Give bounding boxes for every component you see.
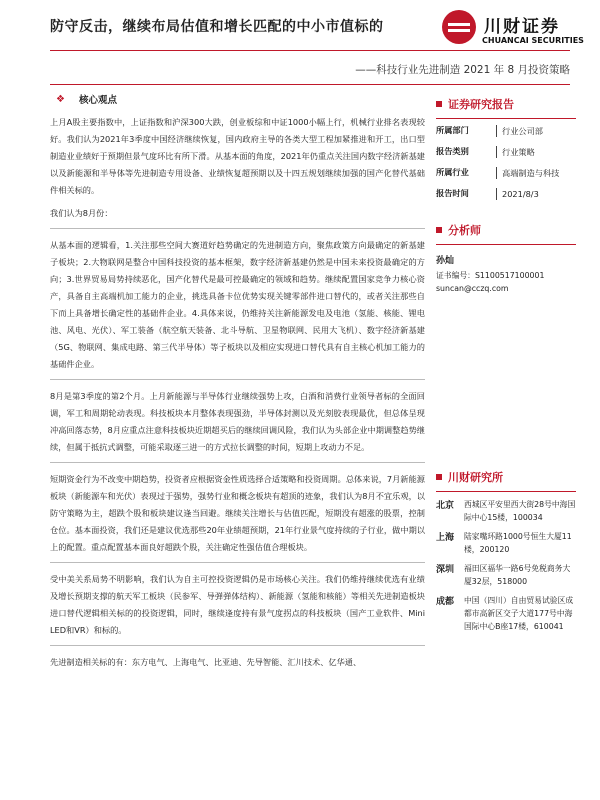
sidebar — [436, 96, 576, 639]
section-header — [50, 92, 425, 106]
sidebar-rule — [436, 491, 576, 492]
info-row: 所属部门 行业公司部 — [436, 125, 576, 137]
divider — [50, 379, 425, 380]
report-subtitle: ——科技行业先进制造 2021 年 8 月投资策略 — [355, 64, 570, 76]
divider — [50, 462, 425, 463]
office-entry: 上海 陆家嘴环路1000号恒生大厦11楼，200120 — [436, 532, 572, 554]
diamond-icon: ❖ — [56, 93, 65, 105]
header-rule-bottom — [50, 84, 570, 85]
company-logo — [442, 10, 584, 52]
analyst-cert: 证书编号：S1100517100001 — [436, 271, 545, 280]
logo-emblem-icon — [442, 10, 476, 44]
report-title: 防守反击，继续布局估值和增长匹配的中小市值标的 — [50, 19, 384, 35]
info-row: 所属行业 高端制造与科技 — [436, 167, 576, 179]
analyst-name: 孙灿 — [436, 256, 455, 266]
logo-name-cn: 川财证券 — [484, 17, 560, 37]
divider — [50, 228, 425, 229]
office-entry: 北京 西城区平安里西大街28号中海国际中心15楼，100034 — [436, 500, 576, 522]
header-rule-top — [50, 50, 570, 51]
paragraph: 受中美关系局势不明影响，我们认为自主可控投资逻辑仍是市场核心关注。我们仍维持继续优选有业绩及增长预期支撑的航天军工板块（民参军、导弹弹体结构）、新能源（氢能和核能）等相关先进制造板块进口替代逻辑相关标的的投资逻辑，同时，继续逢度持有景气度拐点的科技板块（国产工业软件、Mini LED和VR）和标的。 — [50, 574, 425, 635]
square-bullet-icon — [436, 227, 442, 233]
institute-block — [436, 469, 576, 633]
paragraph: 上月A股主要指数中，上证指数和沪深300大跌，创业板综和中证1000小幅上行，机械行业排名表现较好。我们认为2021年3季度中国经济继续恢复，国内政府主导的各类大型工程加紧推进和开工，出口型制造业业绩好于预期但景气度环比有所下滑。从基本面的角度，2021年仍重点关注国内数字经济新基建以及新能源和半导体等先进制造专用设备、业绩恢复超预期以及十四五规划继续加强的国产化替代基础件相关标的。 — [50, 117, 425, 195]
analyst-block — [436, 222, 576, 293]
institute-title: 川财研究所 — [436, 469, 576, 485]
main-column — [50, 92, 425, 677]
paragraph: 先进制造相关标的有：东方电气、上海电气、比亚迪、先导智能、汇川技术、亿华通、 — [50, 657, 362, 667]
paragraph: 从基本面的逻辑看，1.关注那些空间大赛道好趋势确定的先进制造方向，聚焦政策方向最确定的新基建子板块；2.大物联网是整合中国科技投资的基本框架，数字经济新基建仍然是中国未来投资最确定的方向；3.世界贸易局势持续恶化，国产化替代是最可控最确定的领域和趋势。继续配置国家竞争力核心资产，具备自主高端机加工能力的企业，挑选具备卡位优势实现关键零部件进口替代的，或者关注那些自下而上具备增长确定性的基础件企业。4.具体来说，仍维持关注新能源发电及电池（氢能、核能、锂电池、风电、光伏）、军工装备（航空航天装备、北斗导航、卫星物联网、民用大飞机）、数字经济新基建（5G、物联网、集成电路、第三代半导体）等子板块以及相应实现进口替代具有自主核心机加工能力的基础件企业。 — [50, 240, 425, 369]
sidebar-rule — [436, 244, 576, 245]
office-entry: 深圳 福田区福华一路6号免税商务大厦32层，518000 — [436, 564, 571, 586]
divider — [50, 562, 425, 563]
report-header — [0, 0, 600, 82]
info-row: 报告时间 2021/8/3 — [436, 188, 576, 200]
logo-name-en: CHUANCAI SECURITIES — [482, 36, 584, 45]
sidebar-rule — [436, 118, 576, 119]
square-bullet-icon — [436, 101, 442, 107]
paragraph: 短期资金行为不改变中期趋势，投资者应根据资金性质选择合适策略和投资周期。总体来说，7月新能源板块（新能源车和光伏）表现过于强势，强势行业和概念板块有超顶的迹象，我们认为8月不宜乐观，以防守策略为主，超跌个股和板块建议逢当回避。继续关注增长与估值匹配，短期没有超涨的股票，控制仓位。基本面投资，我们还是建议优选那些20年业绩超预期，21年行业景气度持续的子行业，做中期以上的配置。重点配置基本面良好超跌个股，关注确定性强估值合理板块。 — [50, 474, 425, 552]
analyst-email[interactable]: suncan@cczq.com — [436, 284, 509, 293]
paragraph: 我们认为8月份： — [50, 208, 113, 218]
info-row: 报告类别 行业策略 — [436, 146, 576, 158]
report-type-title: 证券研究报告 — [436, 96, 576, 112]
analyst-title: 分析师 — [436, 222, 576, 238]
divider — [50, 645, 425, 646]
office-entry: 成都 中国（四川）自由贸易试验区成都市高新区交子大道177号中海国际中心B座17楼，610041 — [436, 596, 574, 631]
square-bullet-icon — [436, 474, 442, 480]
paragraph: 8月是第3季度的第2个月。上月新能源与半导体行业继续强势上攻，白酒和消费行业领导者标的全面回调，军工和周期轮动表现。科技板块本月整体表现强劲，半导体封测以及光刻胶表现最优，但总体呈现冲高回落态势，8月应重点注意科技板块近期超买后的继续回调风险，我们认为头部企业中期调整趋势继续，但属于抵抗式调整，可能采取逐三进一的方式拉长调整的时间，短期上攻动力不足。 — [50, 391, 425, 452]
section-label: 核心观点 — [78, 95, 117, 106]
